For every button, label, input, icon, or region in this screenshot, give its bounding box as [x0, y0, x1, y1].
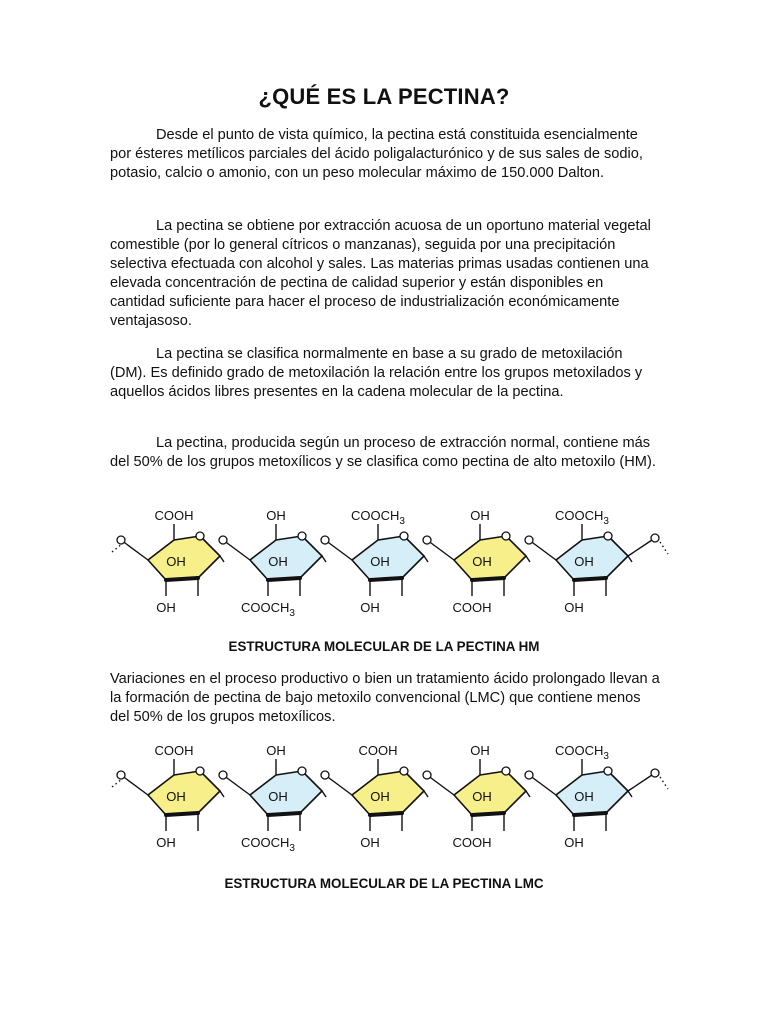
caption-pectin-hm: ESTRUCTURA MOLECULAR DE LA PECTINA HM [228, 639, 540, 654]
ring-bottom-group: OH [156, 600, 176, 615]
ring-front-edge [574, 578, 606, 580]
pyranose-ring [525, 743, 668, 850]
ring-bottom-group: OH [360, 835, 380, 850]
pyranose-ring [423, 743, 530, 850]
ring-bottom-group: $COOCH_3$ [241, 600, 295, 619]
ring-inner-group: OH [574, 554, 594, 569]
ring-bottom-group: $COOCH_3$ [241, 835, 295, 854]
chain-continuation [112, 544, 122, 552]
caption-pectin-lmc: ESTRUCTURA MOLECULAR DE LA PECTINA LMC [224, 876, 544, 891]
ring-inner-group: OH [472, 789, 492, 804]
ring-oxygen [196, 532, 204, 540]
ring-oxygen [604, 532, 612, 540]
ring-front-edge [166, 813, 198, 815]
ring-oxygen [502, 767, 510, 775]
ring-top-group: COOH [154, 743, 194, 758]
pyranose-ring [321, 508, 428, 615]
chain-continuation [660, 777, 668, 789]
ring-inner-group: OH [472, 554, 492, 569]
chain-continuation [660, 542, 668, 554]
ring-bottom-group: OH [360, 600, 380, 615]
ring-top-group: $COOCH_3$ [351, 508, 405, 527]
ring-top-group: OH [470, 508, 490, 523]
ring-front-edge [472, 813, 504, 815]
glycosidic-oxygen [117, 536, 125, 544]
ring-oxygen [400, 767, 408, 775]
ring-front-edge [574, 813, 606, 815]
ring-oxygen [298, 532, 306, 540]
ring-top-group: $COOCH_3$ [555, 508, 609, 527]
pectin-lmc-structure-diagram [110, 735, 670, 857]
page-title: ¿QUÉ ES LA PECTINA? [258, 84, 510, 109]
ring-oxygen [502, 532, 510, 540]
paragraph-low-methoxyl: Variaciones en el proceso productivo o bien un tratamiento ácido prolongado llevan a la formación de pectina de bajo metoxilo convencional (LMC) que contiene menos del 50% de los grupos metoxílicos. [110, 671, 660, 725]
ring-front-edge [268, 813, 300, 815]
pyranose-ring [525, 508, 668, 615]
ring-inner-group: OH [370, 554, 390, 569]
glycosidic-oxygen [423, 771, 431, 779]
pyranose-ring [219, 508, 326, 619]
chain-continuation [112, 779, 122, 787]
glycosidic-oxygen [651, 534, 659, 542]
ring-top-group: OH [266, 743, 286, 758]
pyranose-ring [117, 743, 224, 850]
ring-bottom-group: OH [156, 835, 176, 850]
pectin-hm-structure-diagram [110, 500, 670, 622]
ring-top-group: OH [266, 508, 286, 523]
ring-top-group: OH [470, 743, 490, 758]
glycosidic-oxygen [321, 536, 329, 544]
ring-bottom-group: OH [564, 835, 584, 850]
glycosidic-oxygen [321, 771, 329, 779]
ring-inner-group: OH [268, 789, 288, 804]
ring-bottom-group: COOH [452, 600, 492, 615]
ring-oxygen [196, 767, 204, 775]
ring-oxygen [604, 767, 612, 775]
ring-inner-group: OH [166, 554, 186, 569]
ring-inner-group: OH [268, 554, 288, 569]
glycosidic-oxygen [219, 536, 227, 544]
pyranose-ring [321, 743, 428, 850]
paragraph-classification: La pectina se clasifica normalmente en base a su grado de metoxilación (DM). Es definido grado de metoxilación la relación entre los grupos metoxilados y aquellos ácidos libres presentes en la cadena molecular de la pectina. [110, 346, 643, 400]
ring-oxygen [400, 532, 408, 540]
ring-top-group: COOH [154, 508, 194, 523]
ring-front-edge [370, 813, 402, 815]
paragraph-definition: Desde el punto de vista químico, la pectina está constituida esencialmente por ésteres metílicos parciales del ácido poligalacturónico y de sus sales de sodio, potasio, calcio o amonio, con un peso molecular máximo de 150.000 Dalton. [110, 127, 643, 181]
paragraph-extraction: La pectina se obtiene por extracción acuosa de un oportuno material vegetal comestible (por lo general cítricos o manzanas), seguida por una precipitación selectiva efectuada con alcohol y sales. Las materias primas usadas contienen una elevada concentración de pectina de calidad superior y están disponibles en cantidad suficiente para hacer el proceso de industrialización económicamente ventajasoso. [110, 218, 651, 329]
pyranose-ring [219, 743, 326, 854]
paragraph-high-methoxyl: La pectina, producida según un proceso de extracción normal, contiene más del 50% de los grupos metoxílicos y se clasifica como pectina de alto metoxilo (HM). [110, 435, 656, 470]
ring-top-group: COOH [358, 743, 398, 758]
ring-front-edge [166, 578, 198, 580]
ring-front-edge [370, 578, 402, 580]
ring-bottom-group: OH [564, 600, 584, 615]
ring-oxygen [298, 767, 306, 775]
ring-inner-group: OH [574, 789, 594, 804]
ring-inner-group: OH [370, 789, 390, 804]
glycosidic-oxygen [219, 771, 227, 779]
ring-bottom-group: COOH [452, 835, 492, 850]
glycosidic-oxygen [525, 771, 533, 779]
pyranose-ring [423, 508, 530, 615]
glycosidic-oxygen [117, 771, 125, 779]
ring-inner-group: OH [166, 789, 186, 804]
glycosidic-oxygen [525, 536, 533, 544]
glycosidic-oxygen [423, 536, 431, 544]
ring-front-edge [472, 578, 504, 580]
ring-front-edge [268, 578, 300, 580]
pyranose-ring [117, 508, 224, 615]
ring-top-group: $COOCH_3$ [555, 743, 609, 762]
glycosidic-oxygen [651, 769, 659, 777]
